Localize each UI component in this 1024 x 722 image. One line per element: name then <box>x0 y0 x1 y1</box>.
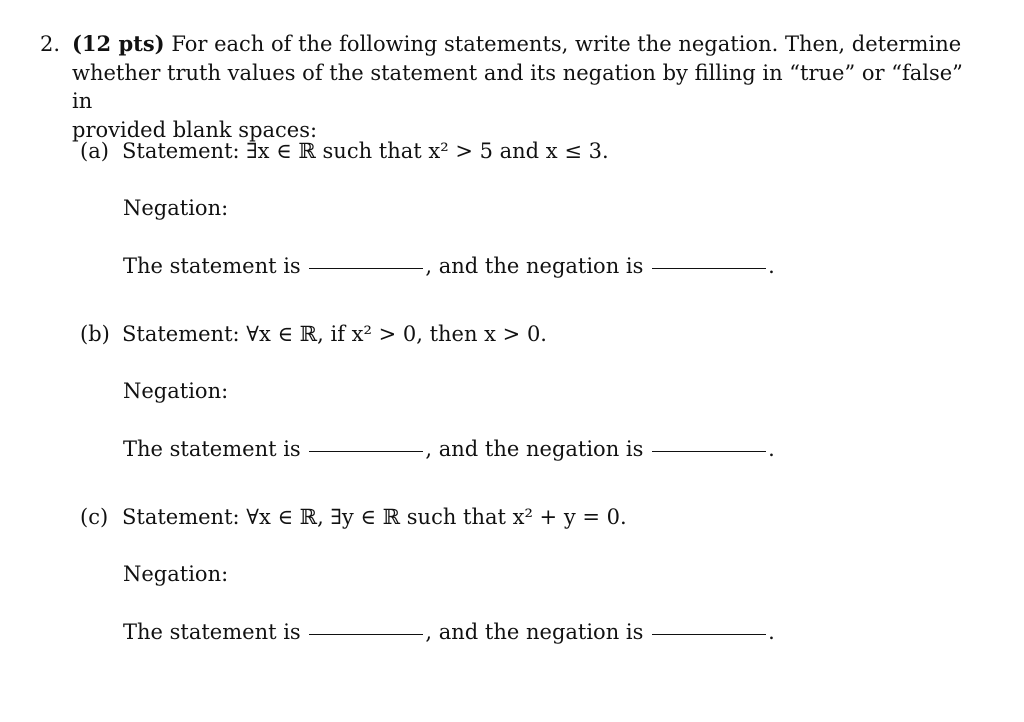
part-a-statement-blank[interactable] <box>309 268 423 269</box>
part-b-negation-blank[interactable] <box>652 451 766 452</box>
part-a-truth-end: . <box>768 254 775 278</box>
problem-2 <box>40 30 970 144</box>
part-c-statement: Statement: ∀x ∈ ℝ, ∃y ∈ ℝ such that x² + y = 0. <box>122 505 627 529</box>
part-b-statement-blank[interactable] <box>309 451 423 452</box>
part-c-statement-line <box>80 505 627 529</box>
part-c-statement-blank[interactable] <box>309 634 423 635</box>
part-b-truth-middle: , and the negation is <box>425 437 644 461</box>
part-c-truth-middle: , and the negation is <box>425 620 644 644</box>
problem-number: 2. <box>40 32 61 56</box>
part-b-negation-label: Negation: <box>123 379 229 403</box>
part-b-statement: Statement: ∀x ∈ ℝ, if x² > 0, then x > 0. <box>122 322 547 346</box>
problem-line-1 <box>40 30 970 59</box>
part-a-truth-line <box>123 254 775 278</box>
part-c-truth-end: . <box>768 620 775 644</box>
part-c-truth-line <box>123 620 775 644</box>
part-a-label: (a) <box>80 139 109 163</box>
problem-points: (12 pts) <box>72 31 165 56</box>
part-c-label: (c) <box>80 505 109 529</box>
part-a-negation-label: Negation: <box>123 196 229 220</box>
part-a-statement-line <box>80 139 609 163</box>
problem-text-1: For each of the following statements, write the negation. Then, determine <box>171 32 962 56</box>
part-b-statement-line <box>80 322 547 346</box>
part-b-truth-line <box>123 437 775 461</box>
part-c-negation-blank[interactable] <box>652 634 766 635</box>
part-b-truth-end: . <box>768 437 775 461</box>
part-a-truth-prefix: The statement is <box>123 254 301 278</box>
part-c-truth-prefix: The statement is <box>123 620 301 644</box>
problem-line-2: whether truth values of the statement and its negation by filling in “true” or “false” in <box>72 60 963 113</box>
part-b-label: (b) <box>80 322 110 346</box>
part-c-negation-label: Negation: <box>123 562 229 586</box>
part-a-negation-blank[interactable] <box>652 268 766 269</box>
problem-line-3: provided blank spaces: <box>72 117 318 142</box>
part-a-statement: Statement: ∃x ∈ ℝ such that x² > 5 and x ≤ 3. <box>122 139 609 163</box>
part-b-truth-prefix: The statement is <box>123 437 301 461</box>
part-a-truth-middle: , and the negation is <box>425 254 644 278</box>
